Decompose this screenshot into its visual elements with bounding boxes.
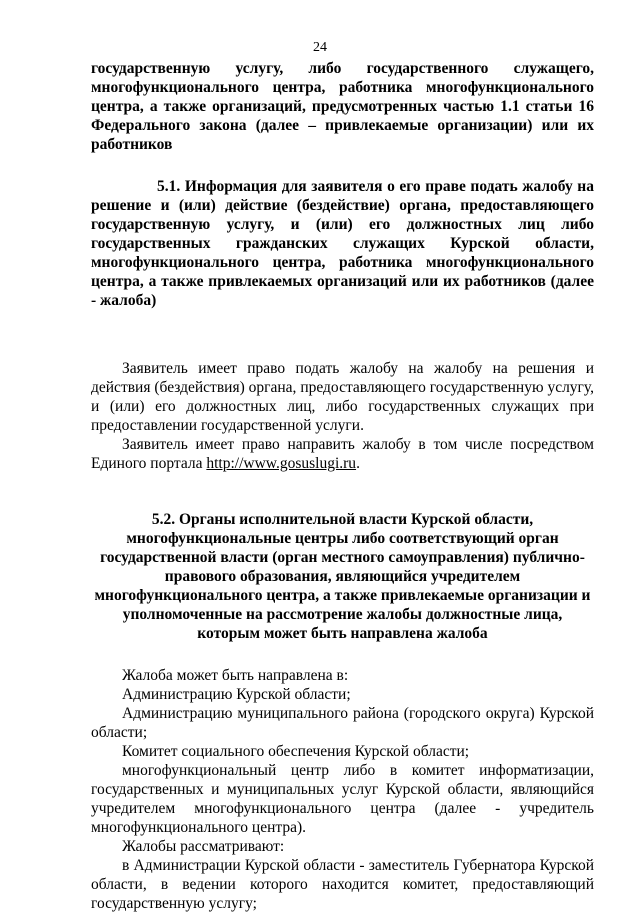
gosuslugi-link[interactable]: http://www.gosuslugi.ru xyxy=(206,455,357,472)
section-5-2-paragraph: Жалоба может быть направлена в: xyxy=(122,667,349,684)
section-5-2-paragraph: Комитет социального обеспечения Курской области; xyxy=(122,743,470,760)
section-5-2-paragraph: Администрацию муниципального района (городского округа) Курской области; xyxy=(91,705,594,741)
page-number: 24 xyxy=(313,40,327,55)
section-5-2-paragraph: Жалобы рассматривают: xyxy=(122,838,285,855)
section-5-2-heading: 5.2. Органы исполнительной власти Курской области, многофункциональные центры либо соответствующий орган государственной власти (орган местного самоуправления) публично-правового образования, являющийся учредителем многофункционального центра, а также привлекаемые организации и уполномоченные на рассмотрение жалобы должностные лица, которым может быть направлена жалоба xyxy=(94,511,591,642)
section-5-1-heading: 5.1. Информация для заявителя о его праве подать жалобу на решение и (или) действие (бездействие) органа, предоставляющего государственную услугу, и (или) его должностных лиц либо государственных гражданских служащих Курской области, многофункционального центра, работника многофункционального центра, а также привлекаемых организаций или их работников (далее - жалоба) xyxy=(91,178,594,309)
paragraph-2-end: . xyxy=(356,455,360,472)
section-5-2-paragraph: многофункциональный центр либо в комитет информатизации, государственных и муниципальных услуг Курской области, являющийся учредителем многофункционального центра (далее - учредитель многофункционального центра). xyxy=(91,762,594,836)
section-5-2-paragraph: Администрацию Курской области; xyxy=(122,686,351,703)
section-5-1-paragraph-2 xyxy=(91,435,594,473)
intro-fragment: государственную услугу, либо государственного служащего, многофункционального центра, работника многофункционального центра, а также организаций, предусмотренных частью 1.1 статьи 16 Федерального закона (далее – привлекаемые организации) или их работников xyxy=(91,60,594,153)
paragraph-2-text: Заявитель имеет право направить жалобу в том числе посредством Единого портала xyxy=(91,436,594,472)
section-5-2-paragraph: в Администрации Курской области - заместитель Губернатора Курской области, в ведении которого находится комитет, предоставляющий государственную услугу; xyxy=(91,857,594,912)
document-body xyxy=(91,59,594,913)
section-5-2-body xyxy=(91,666,594,913)
section-5-1-paragraph-1: Заявитель имеет право подать жалобу на жалобу на решения и действия (бездействия) органа, предоставляющего государственную услугу, и (или) его должностных лиц, либо государственных служащих при предоставлении государственной услуги. xyxy=(91,360,594,434)
